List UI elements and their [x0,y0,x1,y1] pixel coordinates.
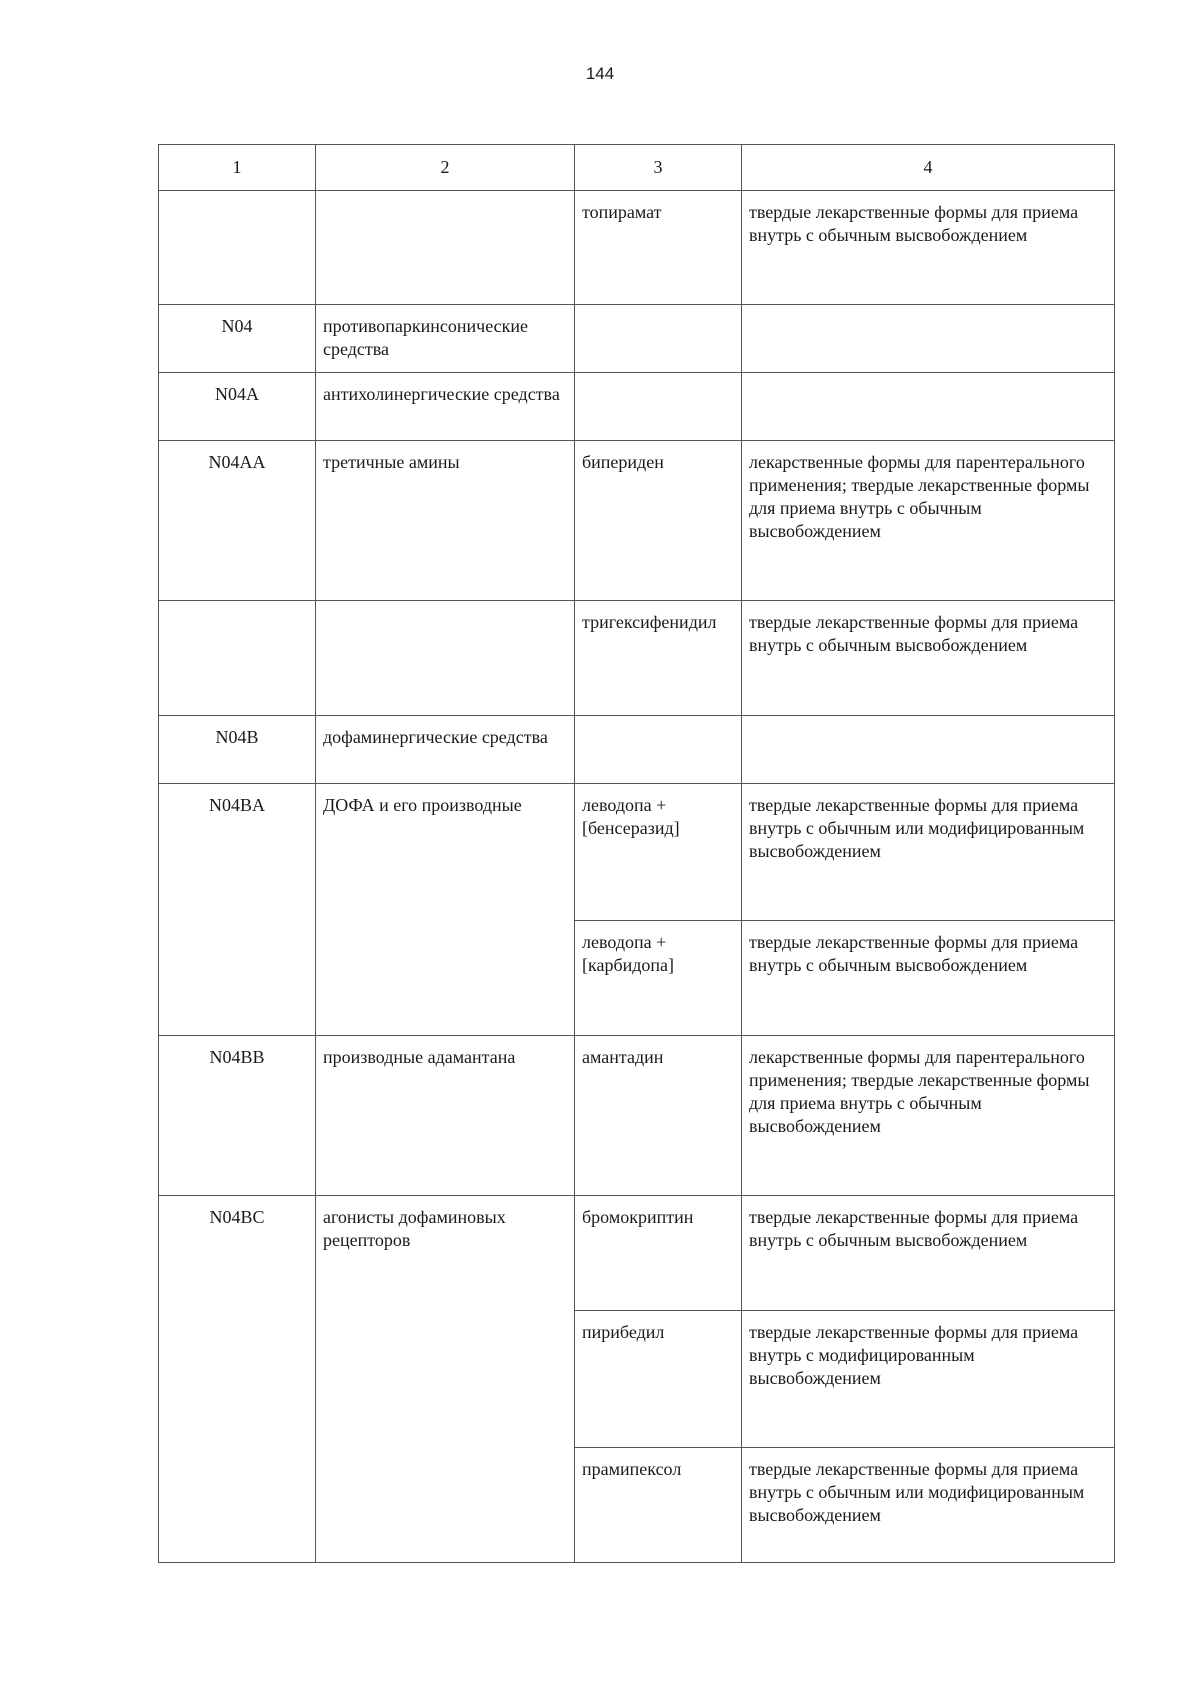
group-name-cell [316,601,575,716]
group-name-cell: агонисты дофаминовых рецепторов [316,1196,575,1563]
dosage-form-cell: лекарственные формы для парентерального применения; твердые лекарственные формы для приема внутрь с обычным высвобождением [742,441,1115,601]
drug-name-cell: бипериден [575,441,742,601]
drug-name-cell: пирибедил [575,1311,742,1448]
drug-name-cell: бромокриптин [575,1196,742,1311]
atc-code-cell: N04A [159,373,316,441]
table-row [159,305,1115,373]
table-row [159,1036,1115,1196]
dosage-form-cell: твердые лекарственные формы для приема внутрь с обычным или модифицированным высвобождением [742,1448,1115,1563]
table-row [159,191,1115,305]
drug-name-cell [575,716,742,784]
dosage-form-cell [742,373,1115,441]
group-name-cell: антихолинергические средства [316,373,575,441]
dosage-form-cell: твердые лекарственные формы для приема внутрь с обычным или модифицированным высвобождением [742,784,1115,921]
dosage-form-cell [742,305,1115,373]
group-name-cell: ДОФА и его производные [316,784,575,1036]
group-name-cell: дофаминергические средства [316,716,575,784]
drug-name-cell [575,373,742,441]
group-name-cell: производные адамантана [316,1036,575,1196]
drug-name-cell [575,305,742,373]
atc-code-cell: N04AA [159,441,316,601]
table-header-row [159,145,1115,191]
header-cell-1: 1 [159,145,316,191]
atc-code-cell: N04 [159,305,316,373]
atc-code-cell [159,191,316,305]
dosage-form-cell: лекарственные формы для парентерального применения; твердые лекарственные формы для приема внутрь с обычным высвобождением [742,1036,1115,1196]
page-number: 144 [585,64,615,83]
group-name-cell [316,191,575,305]
header-cell-2: 2 [316,145,575,191]
drug-table [158,144,1115,1563]
drug-name-cell: леводопа + [карбидопа] [575,921,742,1036]
dosage-form-cell: твердые лекарственные формы для приема внутрь с обычным высвобождением [742,601,1115,716]
dosage-form-cell: твердые лекарственные формы для приема внутрь с обычным высвобождением [742,921,1115,1036]
table-row [159,716,1115,784]
group-name-cell: противопаркинсонические средства [316,305,575,373]
table-row [159,601,1115,716]
drug-name-cell: леводопа + [бенсеразид] [575,784,742,921]
drug-name-cell: топирамат [575,191,742,305]
table-row [159,784,1115,921]
drug-name-cell: амантадин [575,1036,742,1196]
table-row [159,1196,1115,1311]
dosage-form-cell: твердые лекарственные формы для приема внутрь с обычным высвобождением [742,191,1115,305]
table-row [159,441,1115,601]
dosage-form-cell: твердые лекарственные формы для приема внутрь с модифицированным высвобождением [742,1311,1115,1448]
dosage-form-cell [742,716,1115,784]
atc-code-cell: N04B [159,716,316,784]
group-name-cell: третичные амины [316,441,575,601]
atc-code-cell: N04BA [159,784,316,1036]
table-row [159,373,1115,441]
atc-code-cell [159,601,316,716]
atc-code-cell: N04BC [159,1196,316,1563]
header-cell-4: 4 [742,145,1115,191]
drug-name-cell: прамипексол [575,1448,742,1563]
header-cell-3: 3 [575,145,742,191]
drug-name-cell: тригексифенидил [575,601,742,716]
atc-code-cell: N04BB [159,1036,316,1196]
dosage-form-cell: твердые лекарственные формы для приема внутрь с обычным высвобождением [742,1196,1115,1311]
